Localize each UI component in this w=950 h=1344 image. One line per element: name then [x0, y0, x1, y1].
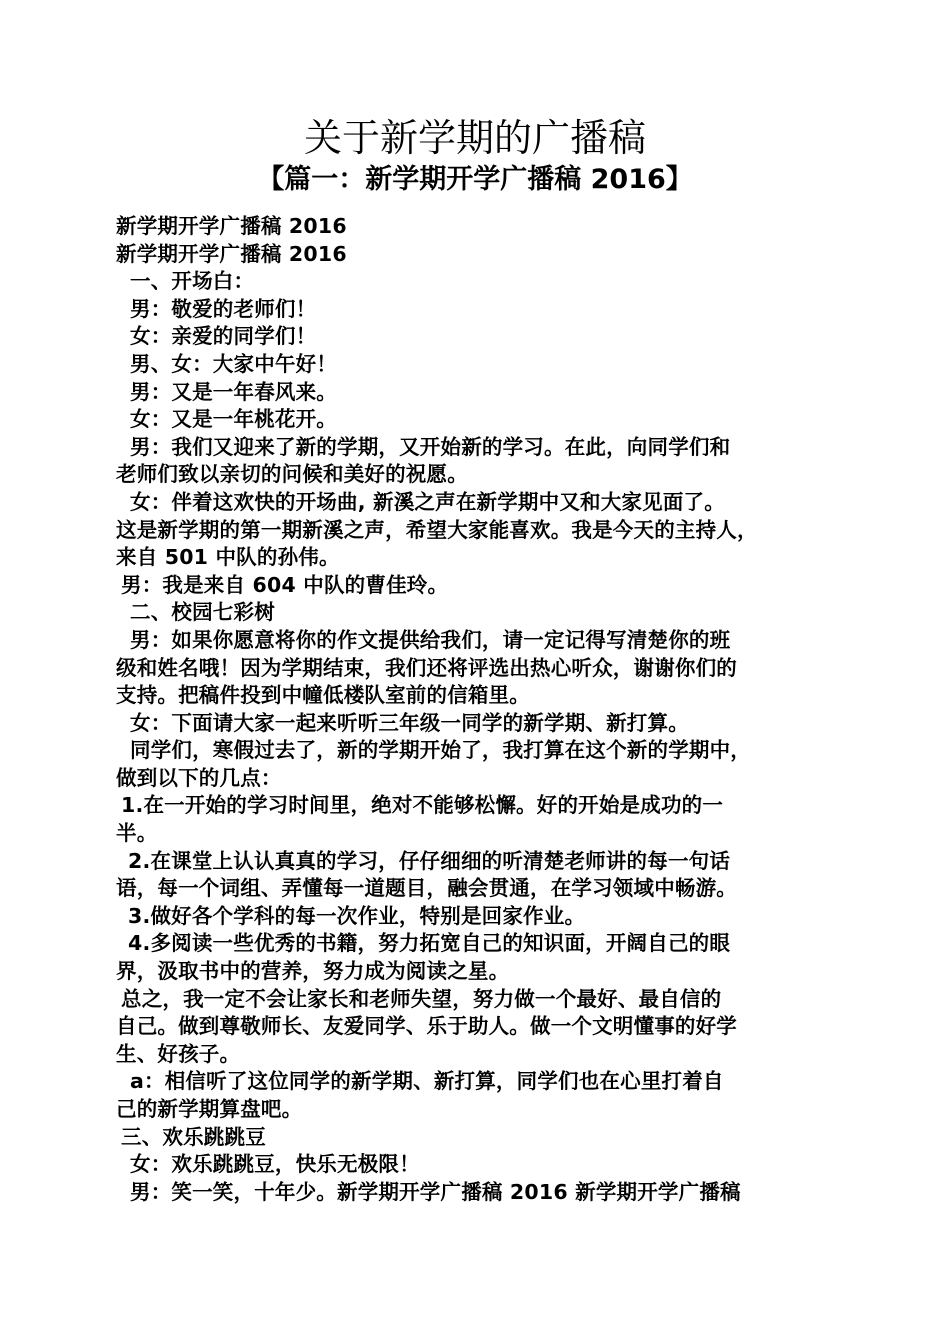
document-body — [116, 213, 856, 1206]
body-line: 这是新学期的第一期新溪之声，希望大家能喜欢。我是今天的主持人， — [116, 517, 758, 542]
body-line: 级和姓名哦！因为学期结束，我们还将评选出热心听众，谢谢你们的 — [116, 655, 737, 680]
body-line: 女：下面请大家一起来听听三年级一同学的新学期、新打算。 — [130, 710, 689, 735]
body-line: 自己。做到尊敬师长、友爱同学、乐于助人。做一个文明懂事的好学 — [116, 1014, 737, 1039]
body-line: 女：伴着这欢快的开场曲, 新溪之声在新学期中又和大家见面了。 — [130, 489, 725, 514]
body-line: 男、女：大家中午好！ — [130, 351, 337, 376]
body-line: 4.多阅读一些优秀的书籍，努力拓宽自己的知识面，开阔自己的眼 — [128, 931, 731, 956]
body-line: 同学们，寒假过去了，新的学期开始了，我打算在这个新的学期中， — [130, 738, 751, 763]
body-line: 界，汲取书中的营养，努力成为阅读之星。 — [116, 959, 510, 984]
document-subtitle: 【篇一：新学期开学广播稿 2016】 — [257, 164, 693, 195]
body-line: 新学期开学广播稿 2016 — [116, 214, 347, 238]
body-line: 1.在一开始的学习时间里，绝对不能够松懈。好的开始是成功的一 — [121, 793, 724, 818]
document-title: 关于新学期的广播稿 — [303, 116, 646, 160]
body-line: 2.在课堂上认认真真的学习，仔仔细细的听清楚老师讲的每一句话 — [128, 848, 731, 873]
body-line: 女：欢乐跳跳豆，快乐无极限！ — [130, 1152, 420, 1177]
body-line: 语，每一个词组、弄懂每一道题目，融会贯通，在学习领域中畅游。 — [116, 876, 737, 901]
section-heading: 二、校园七彩树 — [130, 600, 275, 625]
body-line: 女：又是一年桃花开。 — [130, 407, 337, 432]
body-line: 老师们致以亲切的问候和美好的祝愿。 — [116, 462, 468, 487]
section-heading: 三、欢乐跳跳豆 — [121, 1124, 266, 1149]
body-line: 来自 501 中队的孙伟。 — [116, 545, 340, 570]
body-line: 总之，我一定不会让家长和老师失望，努力做一个最好、最自信的 — [121, 986, 722, 1011]
body-line: 女：亲爱的同学们！ — [130, 324, 317, 349]
body-line: 男：又是一年春风来。 — [130, 379, 337, 404]
body-line: 做到以下的几点： — [116, 765, 282, 790]
body-line: 支持。把稿件投到中幢低楼队室前的信箱里。 — [116, 683, 530, 708]
body-line: 男：我们又迎来了新的学期，又开始新的学习。在此，向同学们和 — [130, 434, 731, 459]
body-line: 3.做好各个学科的每一次作业，特别是回家作业。 — [128, 903, 586, 928]
section-heading: 一、开场白： — [130, 269, 255, 294]
body-line: a：相信听了这位同学的新学期、新打算，同学们也在心里打着自 — [130, 1069, 724, 1094]
body-line: 男：我是来自 604 中队的曹佳玲。 — [121, 572, 449, 597]
body-line: 己的新学期算盘吧。 — [116, 1097, 303, 1121]
body-line: 半。 — [116, 821, 158, 846]
body-line: 男：敬爱的老师们！ — [130, 296, 317, 321]
body-line: 生、好孩子。 — [116, 1041, 241, 1066]
body-line: 新学期开学广播稿 2016 — [116, 241, 347, 266]
body-line: 男：笑一笑，十年少。新学期开学广播稿 2016 新学期开学广播稿 — [130, 1179, 741, 1204]
body-line: 男：如果你愿意将你的作文提供给我们，请一定记得写清楚你的班 — [130, 627, 731, 652]
